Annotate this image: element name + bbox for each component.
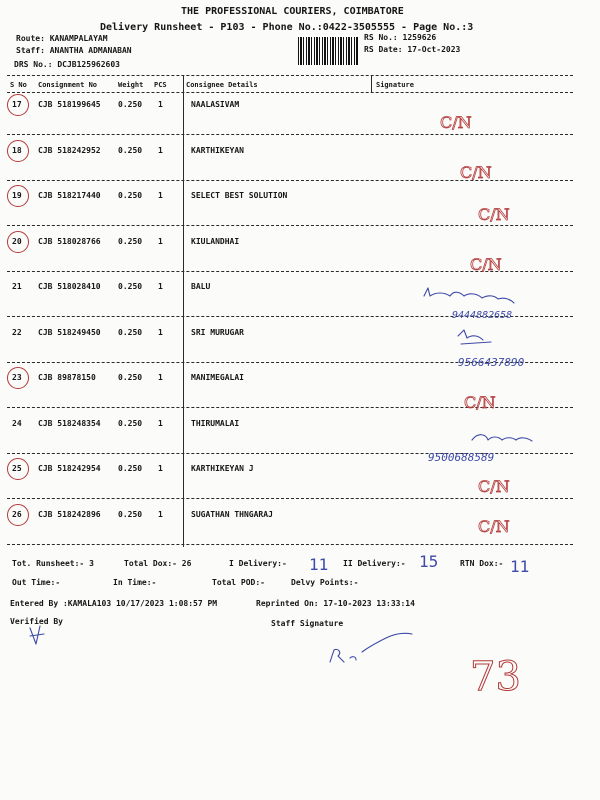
row-weight: 0.250 (118, 510, 143, 519)
col-signature: Signature (376, 81, 414, 89)
row-weight: 0.250 (118, 191, 143, 200)
barcode (298, 37, 358, 65)
row-pcs: 1 (158, 282, 163, 291)
staff-label: Staff: ANANTHA ADMANABAN (16, 46, 132, 55)
row-separator (7, 316, 573, 317)
phone-thirumalai: 9500688589 (428, 451, 495, 464)
row-consignment: CJB 518199645 (38, 100, 101, 109)
row-sno: 25 (12, 464, 22, 473)
row-pcs: 1 (158, 419, 163, 428)
verified-by-label: Verified By (10, 617, 63, 626)
sno-circle-mark (7, 231, 29, 253)
row-consignee: THIRUMALAI (191, 419, 240, 428)
row-consignment: CJB 518248354 (38, 419, 101, 428)
row-separator (7, 407, 573, 408)
row-consignee: SUGATHAN THNGARAJ (191, 510, 273, 519)
row-consignment: CJB 518242954 (38, 464, 101, 473)
sno-circle-mark (7, 94, 29, 116)
rtn-dox-label: RTN Dox:- (460, 559, 504, 568)
row-sno: 19 (12, 191, 22, 200)
row-sno: 20 (12, 237, 22, 246)
row-weight: 0.250 (118, 282, 143, 291)
row-consignee: KIULANDHAI (191, 237, 240, 246)
row-weight: 0.250 (118, 100, 143, 109)
staff-signature-mark (330, 633, 412, 662)
row-pcs: 1 (158, 191, 163, 200)
table-top-rule (7, 75, 573, 76)
row-consignment: CJB 518028410 (38, 282, 101, 291)
row-sno: 24 (12, 419, 22, 428)
row-sno: 17 (12, 100, 22, 109)
consignee-column-rule (183, 75, 184, 547)
reprinted-on: Reprinted On: 17-10-2023 13:33:14 (256, 599, 415, 608)
row-pcs: 1 (158, 146, 163, 155)
phone-sri-murugar: 9566437890 (458, 356, 525, 369)
row-pcs: 1 (158, 100, 163, 109)
row-separator (7, 225, 573, 226)
row-pcs: 1 (158, 510, 163, 519)
company-title: THE PROFESSIONAL COURIERS, COIMBATORE (181, 6, 404, 17)
verified-by-signature (30, 626, 44, 644)
row-pcs: 1 (158, 328, 163, 337)
hand-cn-17: C/N (440, 113, 472, 132)
total-pod-label: Total POD:- (212, 578, 265, 587)
col-weight: Weight (118, 81, 144, 89)
row-consignee: SELECT BEST SOLUTION (191, 191, 288, 200)
i-delivery-value: 11 (309, 555, 329, 574)
col-sno: S No (10, 81, 27, 89)
sno-circle-mark (7, 504, 29, 526)
row-sno: 23 (12, 373, 22, 382)
route-label: Route: KANAMPALAYAM (16, 34, 108, 43)
signature-balu (424, 288, 514, 303)
in-time-label: In Time:- (113, 578, 157, 587)
row-consignment: CJB 518028766 (38, 237, 101, 246)
signature-sri-murugar (458, 330, 491, 344)
signature-thirumalai (472, 435, 532, 441)
row-separator (7, 453, 573, 454)
phone-balu: 9444882658 (452, 310, 513, 321)
sno-circle-mark (7, 367, 29, 389)
ii-delivery-label: II Delivery:- (343, 559, 406, 568)
hand-cn-25: C/N (478, 477, 510, 496)
col-consignee: Consignee Details (186, 81, 258, 89)
row-separator (7, 180, 573, 181)
tot-runsheet: Tot. Runsheet:- 3 (12, 559, 94, 568)
sno-circle-mark (7, 458, 29, 480)
table-header-rule (7, 92, 573, 93)
row-separator (7, 544, 573, 545)
hand-cn-26: C/N (478, 517, 510, 536)
entered-by: Entered By :KAMALA103 10/17/2023 1:08:57 PM (10, 599, 218, 608)
hand-cn-18: C/N (460, 163, 492, 182)
sno-circle-mark (7, 185, 29, 207)
hand-cn-23: C/N (464, 393, 496, 412)
drs-number: DRS No.: DCJB125962603 (14, 60, 120, 69)
row-weight: 0.250 (118, 373, 143, 382)
row-weight: 0.250 (118, 464, 143, 473)
row-separator (7, 134, 573, 135)
hand-cn-20: C/N (470, 255, 502, 274)
col-pcs: PCS (154, 81, 167, 89)
row-pcs: 1 (158, 373, 163, 382)
staff-signature-label: Staff Signature (271, 619, 344, 628)
row-consignee: NAALASIVAM (191, 100, 240, 109)
delvy-points-label: Delvy Points:- (291, 578, 359, 587)
rtn-dox-value: 11 (510, 557, 530, 576)
sno-circle-mark (7, 140, 29, 162)
row-consignee: KARTHIKEYAN J (191, 464, 254, 473)
runsheet-title: Delivery Runsheet - P103 - Phone No.:0422-3505555 - Page No.:3 (100, 22, 474, 33)
i-delivery-label: I Delivery:- (229, 559, 287, 568)
hand-cn-19: C/N (478, 205, 510, 224)
row-weight: 0.250 (118, 419, 143, 428)
row-sno: 22 (12, 328, 22, 337)
row-pcs: 1 (158, 237, 163, 246)
row-consignment: CJB 518242896 (38, 510, 101, 519)
row-separator (7, 498, 573, 499)
row-consignee: SRI MURUGAR (191, 328, 244, 337)
row-consignee: KARTHIKEYAN (191, 146, 244, 155)
row-consignment: CJB 518217440 (38, 191, 101, 200)
row-consignment: CJB 518242952 (38, 146, 101, 155)
rs-date: RS Date: 17-Oct-2023 (364, 45, 461, 54)
rs-number: RS No.: 1259626 (364, 33, 437, 42)
row-weight: 0.250 (118, 237, 143, 246)
row-pcs: 1 (158, 464, 163, 473)
row-consignment: CJB 518249450 (38, 328, 101, 337)
row-separator (7, 271, 573, 272)
col-consignment: Consignment No (38, 81, 98, 89)
signature-column-rule (371, 75, 372, 92)
row-sno: 21 (12, 282, 22, 291)
row-weight: 0.250 (118, 328, 143, 337)
total-dox: Total Dox:- 26 (124, 559, 192, 568)
page-mark: 73 (470, 654, 521, 700)
row-sno: 18 (12, 146, 22, 155)
row-consignment: CJB 89878150 (38, 373, 96, 382)
row-consignee: MANIMEGALAI (191, 373, 244, 382)
row-separator (7, 362, 573, 363)
ii-delivery-value: 15 (419, 552, 439, 571)
row-sno: 26 (12, 510, 22, 519)
row-weight: 0.250 (118, 146, 143, 155)
out-time-label: Out Time:- (12, 578, 61, 587)
row-consignee: BALU (191, 282, 211, 291)
